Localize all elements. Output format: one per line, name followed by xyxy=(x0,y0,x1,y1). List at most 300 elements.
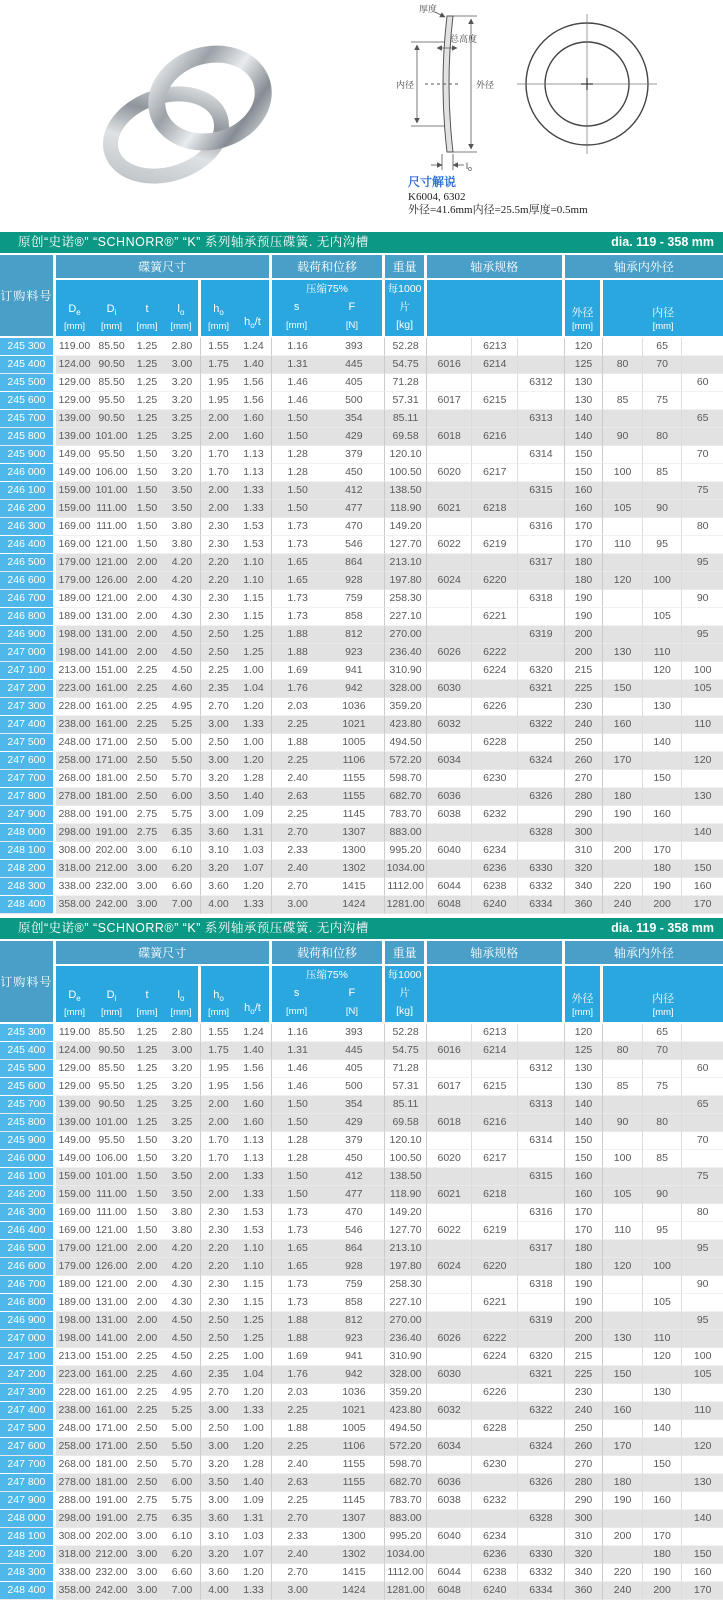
data-cell xyxy=(643,1366,683,1384)
data-cell: 6021 xyxy=(427,500,473,518)
data-cell: 2.25 xyxy=(272,806,324,824)
order-number-cell: 245 500 xyxy=(0,1060,56,1078)
data-cell: 111.00 xyxy=(93,500,130,518)
data-cell: 2.00 xyxy=(130,554,164,572)
data-cell: 5.75 xyxy=(164,806,201,824)
data-cell xyxy=(427,446,473,464)
data-cell xyxy=(427,608,473,626)
section-title-bar xyxy=(0,918,723,939)
table-row xyxy=(0,1312,723,1330)
data-cell: 477 xyxy=(323,500,385,518)
data-cell: 190 xyxy=(603,806,643,824)
data-cell: 1.46 xyxy=(272,1078,324,1096)
data-cell xyxy=(682,1492,723,1510)
col-bearing-spec xyxy=(427,280,565,338)
order-number-cell: 246 100 xyxy=(0,482,56,500)
data-cell: 6330 xyxy=(518,1546,565,1564)
data-cell xyxy=(682,1078,723,1096)
data-cell: 95.50 xyxy=(93,1078,130,1096)
data-cell: 106.00 xyxy=(93,1150,130,1168)
order-number-cell: 247 900 xyxy=(0,1492,56,1510)
data-cell: 236.40 xyxy=(385,644,427,662)
data-cell: 2.00 xyxy=(130,1240,164,1258)
data-cell: 75 xyxy=(643,1078,683,1096)
order-number-cell: 247 800 xyxy=(0,1474,56,1492)
data-cell: 180 xyxy=(565,572,604,590)
data-cell: 149.00 xyxy=(56,446,94,464)
data-cell: 179.00 xyxy=(56,572,94,590)
data-cell: 300 xyxy=(565,1510,604,1528)
col-t: t [mm] xyxy=(130,280,164,338)
data-cell xyxy=(603,1096,643,1114)
data-cell: 1.76 xyxy=(272,1366,324,1384)
data-cell: 1.25 xyxy=(130,374,164,392)
data-cell: 2.25 xyxy=(130,1348,164,1366)
data-cell: 923 xyxy=(323,644,385,662)
data-cell xyxy=(603,1276,643,1294)
data-cell: 105 xyxy=(682,1366,723,1384)
data-cell: 1.33 xyxy=(236,1582,272,1600)
data-cell: 6032 xyxy=(427,1402,473,1420)
data-cell: 942 xyxy=(323,680,385,698)
table-row xyxy=(0,518,723,536)
order-number-cell: 246 000 xyxy=(0,1150,56,1168)
col-Di: $D_i$ [mm] xyxy=(93,280,130,338)
data-cell: 4.60 xyxy=(164,680,201,698)
data-cell: 161.00 xyxy=(93,680,130,698)
table-row xyxy=(0,1114,723,1132)
data-cell: 170 xyxy=(565,536,604,554)
data-cell: 2.50 xyxy=(130,1474,164,1492)
data-cell: 280 xyxy=(565,1474,604,1492)
data-cell xyxy=(427,824,473,842)
data-cell: 1.88 xyxy=(272,1312,324,1330)
data-cell: 1.15 xyxy=(236,1294,272,1312)
data-cell: 85.50 xyxy=(93,1060,130,1078)
data-cell: 1.33 xyxy=(236,716,272,734)
data-cell: 6034 xyxy=(427,752,473,770)
data-cell: 1.33 xyxy=(236,1402,272,1420)
data-cell: 190 xyxy=(643,1564,683,1582)
data-cell: 169.00 xyxy=(56,518,94,536)
data-cell: 6038 xyxy=(427,806,473,824)
data-cell: 1.56 xyxy=(236,1060,272,1078)
data-cell: 110 xyxy=(603,536,643,554)
data-cell xyxy=(518,1294,565,1312)
order-number-cell: 246 700 xyxy=(0,590,56,608)
table-row xyxy=(0,1042,723,1060)
data-cell: 1021 xyxy=(323,716,385,734)
data-cell: 3.00 xyxy=(130,1582,164,1600)
data-cell: 260 xyxy=(565,1438,604,1456)
table-row xyxy=(0,482,723,500)
data-cell: 100 xyxy=(603,1150,643,1168)
data-cell: 95 xyxy=(643,1222,683,1240)
data-cell: 131.00 xyxy=(93,1312,130,1330)
data-cell: 227.10 xyxy=(385,1294,427,1312)
data-cell: 3.00 xyxy=(164,1042,201,1060)
data-cell: 190 xyxy=(603,1492,643,1510)
data-cell xyxy=(518,356,565,374)
data-cell xyxy=(682,392,723,410)
data-cell: 2.70 xyxy=(272,824,324,842)
data-cell: 140 xyxy=(565,1114,604,1132)
data-cell: 85.11 xyxy=(385,410,427,428)
data-cell: 3.20 xyxy=(164,1132,201,1150)
data-cell: 179.00 xyxy=(56,1240,94,1258)
data-cell: 80 xyxy=(682,1204,723,1222)
data-cell: 6216 xyxy=(472,428,518,446)
data-cell: 159.00 xyxy=(56,482,94,500)
data-cell: 1.40 xyxy=(236,1042,272,1060)
data-cell: 7.00 xyxy=(164,896,201,914)
data-cell: 6219 xyxy=(472,1222,518,1240)
col-h0t: $h_o/t$ xyxy=(236,280,272,338)
data-cell: 101.00 xyxy=(93,428,130,446)
data-cell xyxy=(518,1528,565,1546)
table-row xyxy=(0,626,723,644)
data-cell: 6217 xyxy=(472,464,518,482)
data-cell: 278.00 xyxy=(56,1474,94,1492)
data-cell: 232.00 xyxy=(93,1564,130,1582)
data-cell: 2.20 xyxy=(201,1258,236,1276)
data-cell: 189.00 xyxy=(56,1294,94,1312)
data-cell: 812 xyxy=(323,626,385,644)
data-cell: 2.30 xyxy=(201,1276,236,1294)
order-number-cell: 245 600 xyxy=(0,1078,56,1096)
data-cell: 124.00 xyxy=(56,356,94,374)
data-cell: 2.75 xyxy=(130,806,164,824)
data-cell: 379 xyxy=(323,446,385,464)
data-cell xyxy=(603,1420,643,1438)
data-cell: 6017 xyxy=(427,392,473,410)
data-cell xyxy=(427,1096,473,1114)
data-cell: 1.10 xyxy=(236,572,272,590)
data-cell: 6238 xyxy=(472,1564,518,1582)
data-cell: 3.00 xyxy=(130,878,164,896)
data-cell: 2.00 xyxy=(201,482,236,500)
data-cell: 1.00 xyxy=(236,734,272,752)
data-cell xyxy=(682,338,723,356)
order-number-cell: 248 300 xyxy=(0,1564,56,1582)
data-cell: 171.00 xyxy=(93,734,130,752)
data-cell: 57.31 xyxy=(385,392,427,410)
col-h0: $h_o$ [mm] xyxy=(201,280,236,338)
data-cell: 1.70 xyxy=(201,1132,236,1150)
order-number-cell: 248 100 xyxy=(0,1528,56,1546)
table-row xyxy=(0,662,723,680)
data-cell xyxy=(603,482,643,500)
data-cell: 127.70 xyxy=(385,1222,427,1240)
data-cell: 197.80 xyxy=(385,572,427,590)
data-cell: 170 xyxy=(682,896,723,914)
data-cell: 1.95 xyxy=(201,1078,236,1096)
data-cell xyxy=(427,1276,473,1294)
data-cell: 1.88 xyxy=(272,734,324,752)
data-cell: 4.30 xyxy=(164,1294,201,1312)
data-cell: 6234 xyxy=(472,842,518,860)
data-cell xyxy=(427,1240,473,1258)
data-cell: 477 xyxy=(323,1186,385,1204)
data-cell: 120 xyxy=(682,752,723,770)
data-cell: 6240 xyxy=(472,1582,518,1600)
data-cell: 450 xyxy=(323,464,385,482)
data-cell: 500 xyxy=(323,392,385,410)
data-cell: 6232 xyxy=(472,806,518,824)
data-cell: 1.50 xyxy=(130,1222,164,1240)
table-row xyxy=(0,1474,723,1492)
data-cell xyxy=(643,1204,683,1222)
data-cell xyxy=(682,806,723,824)
table-row xyxy=(0,1024,723,1042)
data-cell: 1.28 xyxy=(272,446,324,464)
data-cell xyxy=(603,1312,643,1330)
data-cell: 6320 xyxy=(518,1348,565,1366)
table-row xyxy=(0,338,723,356)
data-cell: 1.53 xyxy=(236,536,272,554)
data-cell: 130 xyxy=(643,1384,683,1402)
data-cell: 149.00 xyxy=(56,1132,94,1150)
data-cell: 2.30 xyxy=(201,1204,236,1222)
order-number-cell: 247 400 xyxy=(0,716,56,734)
data-cell xyxy=(603,590,643,608)
data-cell: 95.50 xyxy=(93,392,130,410)
data-cell: 1.03 xyxy=(236,1528,272,1546)
col-outer-dia: 外径 [mm] xyxy=(565,966,604,1024)
data-cell: 3.00 xyxy=(272,896,324,914)
data-cell: 759 xyxy=(323,1276,385,1294)
data-cell: 90.50 xyxy=(93,356,130,374)
table-row xyxy=(0,536,723,554)
data-cell: 90.50 xyxy=(93,1042,130,1060)
data-cell: 1.25 xyxy=(130,1096,164,1114)
order-number-cell: 246 300 xyxy=(0,1204,56,1222)
data-cell: 3.00 xyxy=(201,1438,236,1456)
data-cell: 170 xyxy=(643,1528,683,1546)
data-cell: 500 xyxy=(323,1078,385,1096)
data-cell: 85.50 xyxy=(93,1024,130,1042)
data-cell: 1.55 xyxy=(201,1024,236,1042)
data-cell: 6213 xyxy=(472,338,518,356)
data-cell: 130 xyxy=(565,392,604,410)
data-cell: 3.25 xyxy=(164,428,201,446)
order-number-cell: 247 100 xyxy=(0,662,56,680)
data-cell: 1.50 xyxy=(130,482,164,500)
data-cell: 1.70 xyxy=(201,464,236,482)
data-cell xyxy=(643,482,683,500)
data-cell: 223.00 xyxy=(56,1366,94,1384)
data-cell xyxy=(427,482,473,500)
data-cell: 119.00 xyxy=(56,1024,94,1042)
data-cell: 126.00 xyxy=(93,572,130,590)
table-row xyxy=(0,806,723,824)
order-number-cell: 246 600 xyxy=(0,572,56,590)
data-cell: 1.25 xyxy=(236,644,272,662)
data-cell: 140 xyxy=(643,1420,683,1438)
table-row xyxy=(0,1204,723,1222)
data-cell: 1155 xyxy=(323,770,385,788)
data-cell: 85 xyxy=(643,464,683,482)
data-cell: 70 xyxy=(643,356,683,374)
order-number-cell: 245 400 xyxy=(0,1042,56,1060)
data-cell: 1155 xyxy=(323,1456,385,1474)
data-cell: 883.00 xyxy=(385,1510,427,1528)
order-number-cell: 246 800 xyxy=(0,1294,56,1312)
data-cell: 60 xyxy=(682,374,723,392)
order-number-cell: 246 400 xyxy=(0,536,56,554)
data-cell: 129.00 xyxy=(56,392,94,410)
data-cell: 6213 xyxy=(472,1024,518,1042)
data-cell: 170 xyxy=(565,1204,604,1222)
data-cell: 5.50 xyxy=(164,1438,201,1456)
data-cell: 1106 xyxy=(323,1438,385,1456)
data-cell: 6326 xyxy=(518,1474,565,1492)
data-cell: 2.00 xyxy=(130,1276,164,1294)
data-cell: 682.70 xyxy=(385,788,427,806)
data-cell xyxy=(682,1114,723,1132)
data-cell: 200 xyxy=(565,1330,604,1348)
data-cell: 6044 xyxy=(427,878,473,896)
data-cell: 1036 xyxy=(323,698,385,716)
data-cell: 360 xyxy=(565,1582,604,1600)
data-cell: 6228 xyxy=(472,1420,518,1438)
data-cell: 1.50 xyxy=(130,518,164,536)
data-cell xyxy=(518,1078,565,1096)
data-cell xyxy=(472,824,518,842)
data-cell: 90 xyxy=(603,1114,643,1132)
order-number-cell: 247 700 xyxy=(0,1456,56,1474)
data-cell: 6222 xyxy=(472,1330,518,1348)
data-cell: 1145 xyxy=(323,1492,385,1510)
data-cell xyxy=(518,1330,565,1348)
data-cell: 1.53 xyxy=(236,1204,272,1222)
table-row xyxy=(0,788,723,806)
data-cell: 1302 xyxy=(323,860,385,878)
data-cell: 2.00 xyxy=(130,626,164,644)
data-cell: 6230 xyxy=(472,1456,518,1474)
table-row xyxy=(0,1366,723,1384)
data-cell: 1.88 xyxy=(272,644,324,662)
data-cell: 140 xyxy=(643,734,683,752)
data-cell: 5.75 xyxy=(164,1492,201,1510)
data-cell: 1.15 xyxy=(236,590,272,608)
data-cell: 3.50 xyxy=(164,1168,201,1186)
order-number-cell: 246 500 xyxy=(0,554,56,572)
data-cell: 85 xyxy=(603,392,643,410)
data-cell: 783.70 xyxy=(385,1492,427,1510)
data-cell: 6020 xyxy=(427,1150,473,1168)
data-cell: 6224 xyxy=(472,1348,518,1366)
data-cell: 298.00 xyxy=(56,824,94,842)
data-cell: 1.10 xyxy=(236,554,272,572)
data-cell: 310 xyxy=(565,842,604,860)
data-cell: 190 xyxy=(565,1294,604,1312)
data-cell: 71.28 xyxy=(385,374,427,392)
dimension-diagram xyxy=(395,2,680,174)
order-number-cell: 247 300 xyxy=(0,698,56,716)
data-cell xyxy=(603,1168,643,1186)
data-cell: 883.00 xyxy=(385,824,427,842)
data-cell: 140 xyxy=(682,824,723,842)
order-number-cell: 248 400 xyxy=(0,1582,56,1600)
data-cell: 80 xyxy=(643,1114,683,1132)
data-cell: 180 xyxy=(643,860,683,878)
data-cell: 101.00 xyxy=(93,482,130,500)
data-cell xyxy=(643,446,683,464)
outer-dia-label: 外径 xyxy=(476,80,495,90)
table-row xyxy=(0,1348,723,1366)
data-cell: 1155 xyxy=(323,788,385,806)
data-cell: 258.00 xyxy=(56,1438,94,1456)
data-cell: 160 xyxy=(643,806,683,824)
data-cell xyxy=(603,446,643,464)
data-cell: 4.00 xyxy=(201,1582,236,1600)
data-cell: 1.50 xyxy=(272,1186,324,1204)
order-number-cell: 247 500 xyxy=(0,734,56,752)
data-cell: 248.00 xyxy=(56,734,94,752)
table-row xyxy=(0,860,723,878)
data-cell: 69.58 xyxy=(385,428,427,446)
data-cell xyxy=(518,1456,565,1474)
table-row xyxy=(0,410,723,428)
data-cell: 5.50 xyxy=(164,752,201,770)
data-cell xyxy=(472,554,518,572)
data-cell: 238.00 xyxy=(56,716,94,734)
data-cell: 6040 xyxy=(427,1528,473,1546)
data-cell xyxy=(682,842,723,860)
table-row xyxy=(0,1546,723,1564)
data-cell: 3.25 xyxy=(164,410,201,428)
total-height-label: 总高度 xyxy=(450,34,478,44)
data-cell: 6030 xyxy=(427,680,473,698)
table-row xyxy=(0,1564,723,1582)
data-cell xyxy=(603,860,643,878)
data-cell: 110 xyxy=(682,716,723,734)
order-number-cell: 247 600 xyxy=(0,752,56,770)
data-cell: 1.50 xyxy=(272,1096,324,1114)
data-cell xyxy=(472,626,518,644)
order-number-cell: 245 800 xyxy=(0,1114,56,1132)
inner-dia-label: 内径 xyxy=(396,80,415,90)
data-cell: 2.50 xyxy=(130,752,164,770)
data-cell: 6318 xyxy=(518,590,565,608)
data-cell xyxy=(518,1024,565,1042)
data-cell: 4.50 xyxy=(164,1312,201,1330)
data-cell: 2.40 xyxy=(272,770,324,788)
data-cell: 212.00 xyxy=(93,1546,130,1564)
order-number-cell: 246 300 xyxy=(0,518,56,536)
data-cell xyxy=(643,1060,683,1078)
data-cell: 270.00 xyxy=(385,1312,427,1330)
data-cell xyxy=(603,626,643,644)
data-cell: 5.25 xyxy=(164,716,201,734)
data-cell: 1.15 xyxy=(236,1276,272,1294)
data-cell: 70 xyxy=(643,1042,683,1060)
data-cell: 864 xyxy=(323,1240,385,1258)
data-cell xyxy=(518,536,565,554)
data-cell: 1.73 xyxy=(272,1294,324,1312)
data-cell: 2.03 xyxy=(272,1384,324,1402)
order-number-cell: 248 000 xyxy=(0,824,56,842)
data-cell: 140 xyxy=(565,1096,604,1114)
data-cell: 546 xyxy=(323,536,385,554)
data-cell: 423.80 xyxy=(385,716,427,734)
data-cell: 1.00 xyxy=(236,1420,272,1438)
data-cell: 6.60 xyxy=(164,1564,201,1582)
data-cell: 200 xyxy=(565,626,604,644)
data-cell: 338.00 xyxy=(56,878,94,896)
data-cell: 1.56 xyxy=(236,392,272,410)
